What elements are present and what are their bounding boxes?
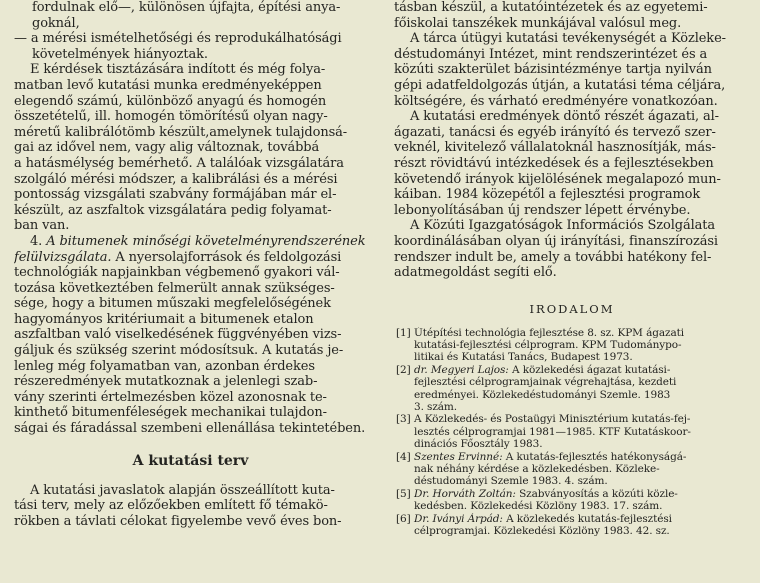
section-heading: A kutatási terv [132,452,249,469]
section4-title-cont: felülvizsgálata. [14,249,112,265]
reference-text: 3. szám. [414,401,458,414]
section4-second-line [14,250,367,266]
text-line: gai az idővel nem, vagy alig változnak, továbbá [14,140,320,156]
reference-line [394,513,750,525]
reference-number: [2] [396,363,411,376]
reference-number: [1] [396,326,411,339]
reference-text: eredményei. Közlekedéstudományi Szemle. 1983 [414,388,671,401]
reference-item [394,488,750,513]
reference-line [394,500,750,512]
reference-text: Útépítési technológia fejlesztése 8. sz. KPM ágazati [414,326,684,339]
reference-author: Dr. Iványi Árpád: [414,512,503,525]
reference-author: Dr. Horváth Zoltán: [414,487,516,500]
text-line: kinthető bitumenféleségek mechanikai tulajdon- [14,405,327,421]
text-line: ságai és fáradással szembeni ellenállása tekintetében. [14,421,366,437]
reference-text: lesztés célprogramjai 1981—1985. KTF Kutatáskoor- [414,425,691,438]
text-line: A kutatási eredmények döntő részét ágazati, al- [410,109,719,125]
text-line: déstudományi Intézet, mint rendszerintézet és a [394,46,708,62]
reference-text: célprogramjai. Közlekedési Közlöny 1983. 42. sz. [414,524,670,537]
text-line: készült, az aszfaltok vizsgálatára pedig folyamat- [14,202,332,218]
text-line: tásban készül, a kutatóintézetek és az egyetemi- [394,0,708,15]
text-line: rökben a távlati célokat figyelembe vevő éves bon- [14,513,342,529]
reference-item [394,513,750,538]
reference-text: A Közlekedés- és Postaügyi Minisztérium kutatás-fej- [414,413,691,426]
reference-number: [4] [396,450,411,463]
text-line: gáljuk és szükség szerint módosítsuk. A kutatás je- [14,343,344,359]
text-line: goknál, [32,15,80,31]
reference-line [394,463,750,475]
text-line: méretű kalibrálótömb készült,amelynek tulajdonsá- [14,124,348,140]
text-line: veknél, kivitelező vállalatoknál hasznosítják, más- [394,140,716,156]
text-line: pontosság vizsgálati szabvány formájában már el- [14,187,337,203]
reference-line [394,488,750,500]
reference-line [394,525,750,537]
section-number: 4. [30,233,47,249]
left-column [14,0,367,529]
reference-text: Szabványosítás a közúti közle- [515,487,678,500]
text-line: ban van. [14,218,70,234]
text-line: A Közúti Igazgatóságok Információs Szolgálata [410,218,716,234]
reference-line [394,438,750,450]
references-heading: IRODALOM [529,301,615,316]
text-line: A kutatási javaslatok alapján összeállított kuta- [30,482,335,498]
text-line: — a mérési ismételhetőségi és reprodukálhatósági [14,31,342,47]
reference-number: [6] [396,512,411,525]
text-line: A tárca útügyi kutatási tevékenységét a Közleke- [410,31,726,47]
references-list [394,327,750,538]
right-column [394,0,750,537]
reference-number: [5] [396,487,411,500]
text-line: szolgáló mérési módszer, a kalibrálási és a mérési [14,171,338,187]
reference-line [394,351,750,363]
reference-text: kutatási-fejlesztési célprogram. KPM Tudománypo- [414,339,682,352]
section4-text-start: A nyersolajforrások és feldolgozási [111,249,342,265]
text-line: adatmegoldást segíti elő. [394,265,557,281]
text-line: rendszer indult be, amely a további hatékony fel- [394,249,712,265]
text-line: főiskolai tanszékek munkájával valósul meg. [394,15,682,31]
reference-item [394,451,750,488]
reference-text: A kutatás-fejlesztés hatékonyságá- [502,450,687,463]
text-line: követelmények hiányoztak. [32,46,208,62]
text-line: ágazati, tanácsi és egyéb irányító és tervező szer- [394,124,716,140]
text-line: sége, hogy a bitumen műszaki megfelelőségének [14,296,331,312]
reference-line [394,364,750,376]
text-line: követendő irányok kijelölésének megalapozó mun- [394,171,721,187]
reference-line [394,475,750,487]
text-line: költségére, és várható eredményére vonatkozóan. [394,93,718,109]
text-line: tozása következtében felmerült annak szükséges- [14,280,335,296]
section4-body [14,265,367,437]
reference-item [394,327,750,364]
reference-line [394,376,750,388]
reference-text: A közlekedési ágazat kutatási- [508,363,671,376]
section4-first-line [14,234,367,250]
reference-number: [3] [396,413,411,426]
text-line: lenleg még folyamatban van, azonban érdekes [14,358,315,374]
text-line: koordinálásában olyan új irányítási, finanszírozási [394,233,718,249]
text-line: aszfaltban való viselkedésének függvényében vizs- [14,327,342,343]
text-line: részt rövidtávú intézkedések és a fejlesztésekben [394,155,714,171]
reference-text: A közlekedés kutatás-fejlesztési [502,512,672,525]
text-line: káiban. 1984 közepétől a fejlesztési programok [394,187,701,203]
reference-line [394,401,750,413]
text-line: lebonyolításában új rendszer lépett érvénybe. [394,202,691,218]
text-line: részeredmények mutatkoznak a jelenlegi szab- [14,374,318,390]
text-line: hagyományos kritériumait a bitumenek etalon [14,311,314,327]
reference-line [394,339,750,351]
text-line: tási terv, mely az előzőekben említett fő témakö- [14,498,328,514]
text-line: közúti szakterület bázisintézménye tartja nyilván [394,62,712,78]
text-line: gépi adatfeldolgozás útján, a kutatási téma céljára, [394,77,726,93]
plan-paragraph [14,483,367,530]
section4-title: A bitumenek minőségi követelményrendszerének [46,233,366,249]
reference-item [394,364,750,414]
text-line: fordulnak elő—, különösen újfajta, építési anya- [32,0,341,15]
reference-item [394,413,750,450]
reference-line [394,451,750,463]
text-line: összetételű, ill. homogén tömörítésű olyan nagy- [14,109,328,125]
text-line: elegendő számú, különböző anyagú és homogén [14,93,327,109]
reference-text: fejlesztési célprogramjainak végrehajtása, kezdeti [414,376,677,389]
right-paragraphs [394,0,750,281]
text-line: technológiák napjainkban végbemenő gyakori vál- [14,265,340,281]
reference-author: dr. Megyeri Lajos: [414,363,509,376]
reference-line [394,413,750,425]
text-line: vány szerinti értelmezésben közel azonosnak te- [14,389,327,405]
text-line: matban levő kutatási munka eredményeképpen [14,77,322,93]
reference-text: kedésben. Közlekedési Közlöny 1983. 17. szám. [414,500,663,513]
reference-line [394,327,750,339]
reference-text: litikai és Kutatási Tanács, Budapest 1973. [414,351,633,364]
reference-line [394,389,750,401]
text-line: E kérdések tisztázására indított és még folya- [30,62,326,78]
text-line: a hatásmélység bemérhető. A találóak vizsgálatára [14,155,344,171]
reference-text: nak néhány kérdése a közlekedésben. Közleke- [414,462,660,475]
reference-text: déstudományi Szemle 1983. 4. szám. [414,475,608,488]
reference-text: dinációs Főosztály 1983. [414,438,543,451]
reference-line [394,426,750,438]
reference-author: Szentes Ervinné: [414,450,503,463]
left-paragraphs [14,0,367,234]
